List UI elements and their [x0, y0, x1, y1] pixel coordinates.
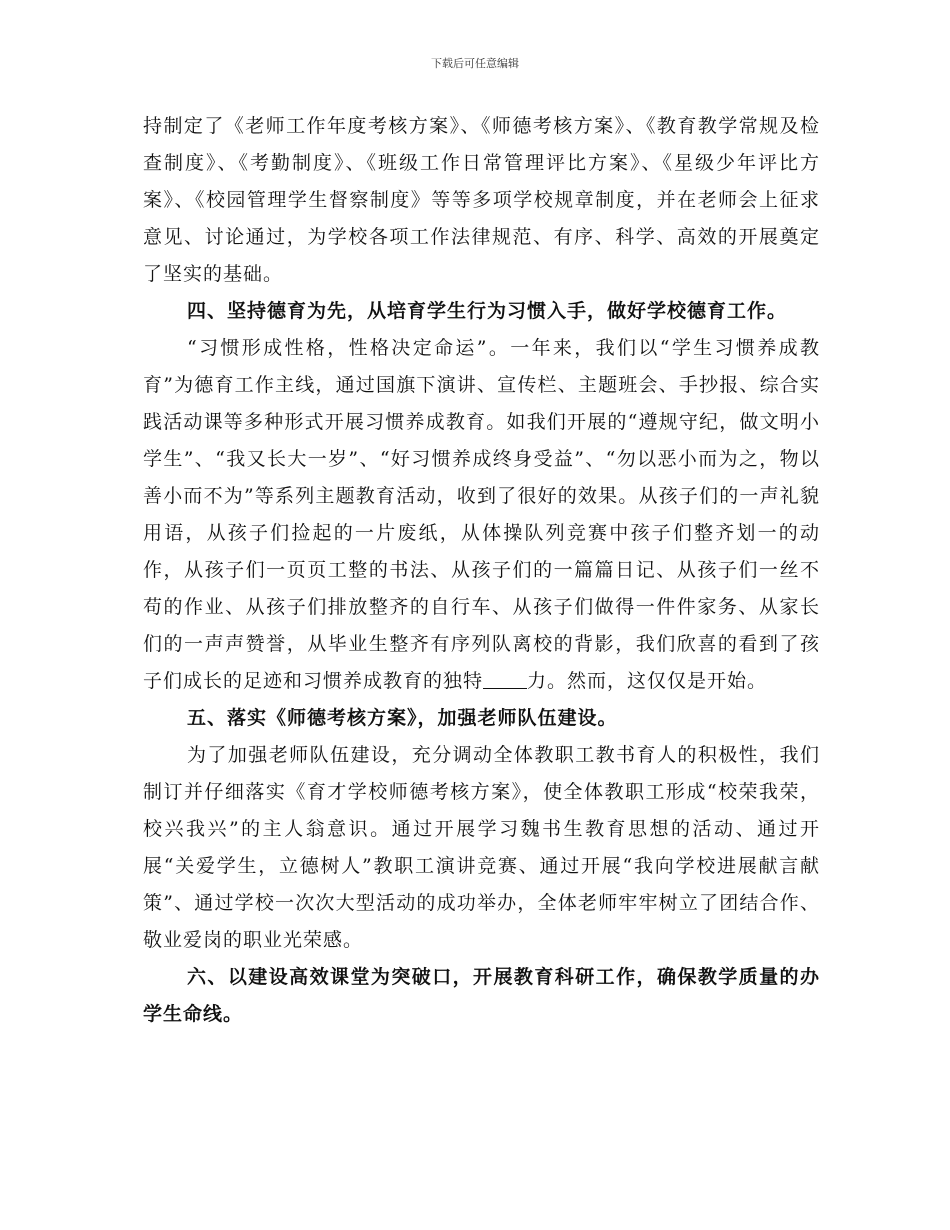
document-body	[143, 108, 820, 1033]
paragraph-moral-education	[143, 330, 820, 700]
paragraph-text-end: 力。然而，这仅仅是开始。	[527, 670, 768, 692]
page-header: 下载后可任意编辑	[431, 57, 519, 70]
paragraph-text: “习惯形成性格，性格决定命运”。一年来，我们以“学生习惯养成教育”为德育工作主线，通过国旗下演讲、宣传栏、主题班会、手抄报、综合实践活动课等多种形式开展习惯养成教育。如我们开展的“遵规守纪，做文明小学生”、“我又长大一岁”、“好习惯养成终身受益”、“勿以恶小而为之，物以善小而不为”等系列主题教育活动，收到了很好的效果。从孩子们的一声礼貌用语，从孩子们捡起的一片废纸，从体操队列竞赛中孩子们整齐划一的动作，从孩子们一页页工整的书法、从孩子们的一篇篇日记、从孩子们一丝不苟的作业、从孩子们排放整齐的自行车、从孩子们做得一件件家务、从家长们的一声声赞誉，从毕业生整齐有序列队离校的背影，我们欣喜的看到了孩子们成长的足迹和习惯养成教育的独特	[143, 337, 820, 692]
paragraph-continuation: 持制定了《老师工作年度考核方案》、《师德考核方案》、《教育教学常规及检查制度》、《考勤制度》、《班级工作日常管理评比方案》、《星级少年评比方案》、《校园管理学生督察制度》等等多项学校规章制度，并在老师会上征求意见、讨论通过，为学校各项工作法律规范、有序、科学、高效的开展奠定了坚实的基础。	[143, 115, 820, 285]
section-heading-4: 四、坚持德育为先，从培育学生行为习惯入手，做好学校德育工作。	[187, 300, 788, 322]
section-heading-6: 六、以建设高效课堂为突破口，开展教育科研工作，确保教学质量的办学生命线。	[143, 966, 820, 1025]
paragraph-teacher-team: 为了加强老师队伍建设，充分调动全体教职工教书育人的积极性，我们制订并仔细落实《育才学校师德考核方案》，使全体教职工形成“校荣我荣，校兴我兴”的主人翁意识。通过开展学习魏书生教育思想的活动、通过开展“关爱学生，立德树人”教职工演讲竞赛、通过开展“我向学校进展献言献策”、通过学校一次次大型活动的成功举办，全体老师牢牢树立了团结合作、敬业爱岗的职业光荣感。	[143, 744, 820, 951]
section-heading-5: 五、落实《师德考核方案》，加强老师队伍建设。	[187, 707, 618, 729]
fill-blank	[483, 670, 527, 689]
